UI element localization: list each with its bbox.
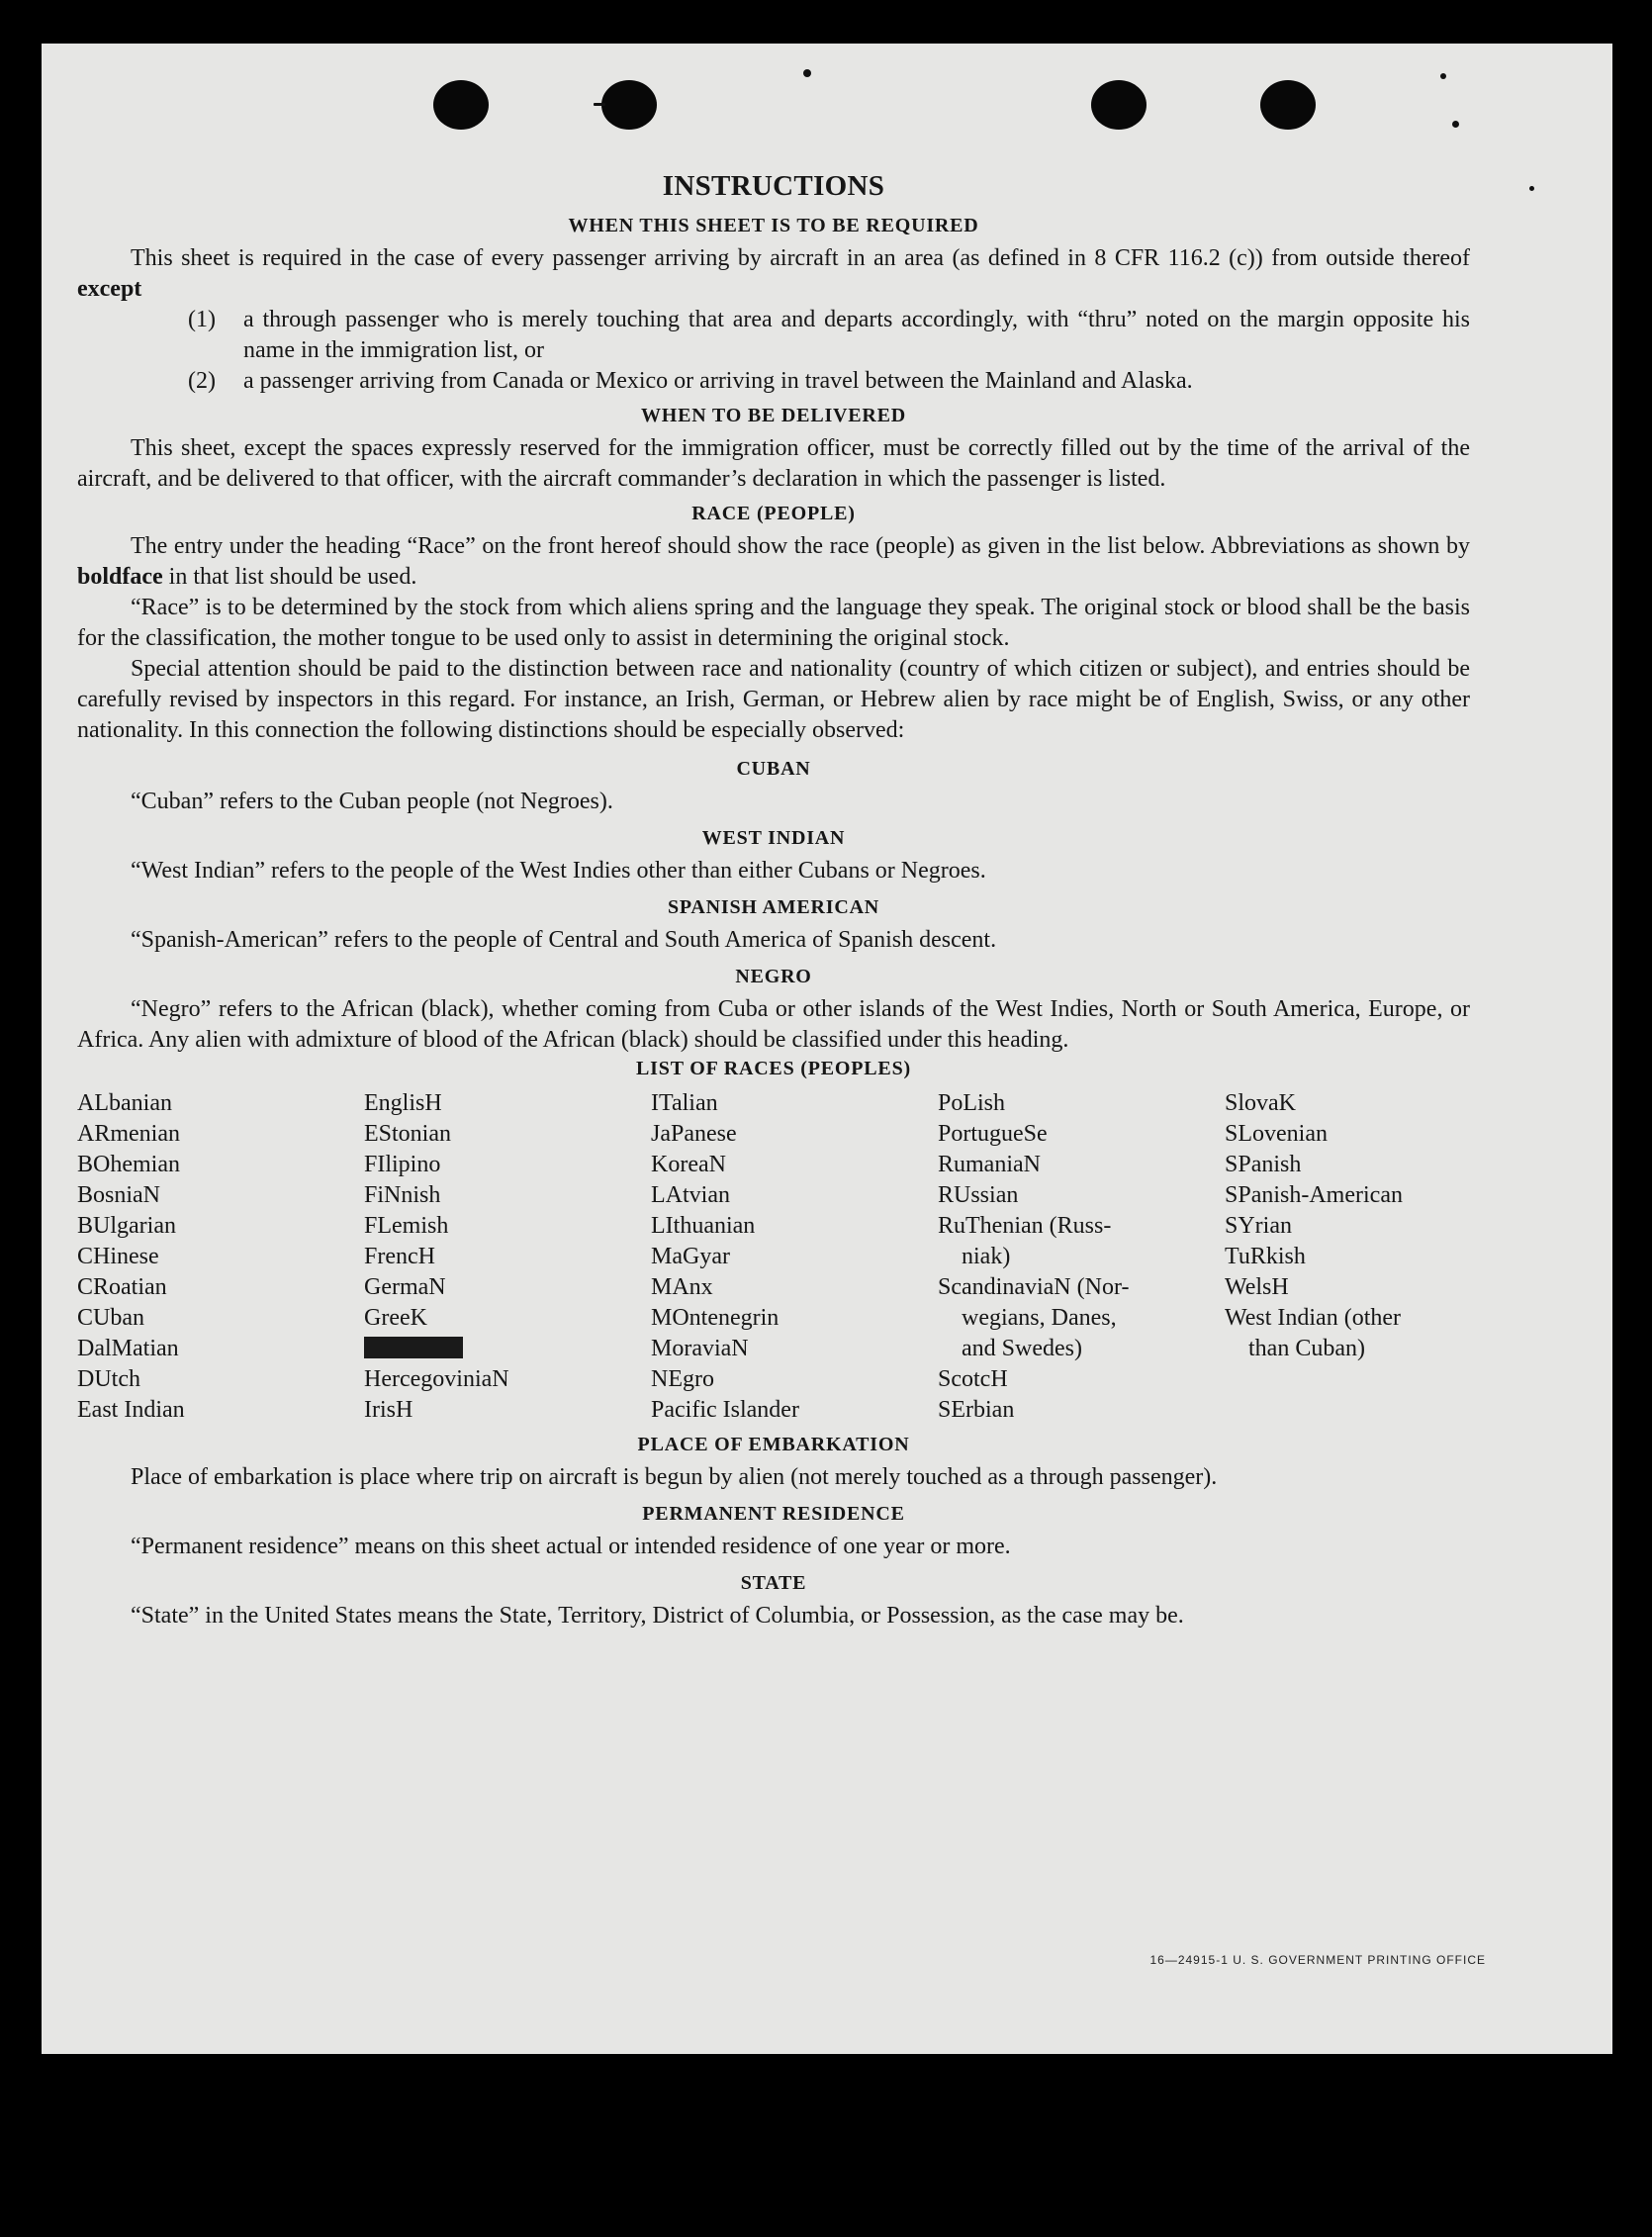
race-entry: PoLish — [938, 1090, 1006, 1116]
punch-hole — [601, 80, 657, 130]
residence-definition: “Permanent residence” means on this sheet actual or intended residence of one year or more. — [131, 1534, 1011, 1559]
race-entry: JaPanese — [651, 1121, 737, 1147]
race-entry: FIlipino — [364, 1152, 441, 1177]
race-entry: CUban — [77, 1305, 144, 1331]
races-list — [77, 1088, 1470, 1426]
race-entry: WelsH — [1225, 1274, 1289, 1300]
races-column — [651, 1088, 938, 1426]
race-entry: Pacific Islander — [651, 1397, 799, 1423]
race-entry: BUlgarian — [77, 1213, 176, 1239]
boldface-word: boldface — [77, 564, 163, 590]
race-paragraph-1 — [77, 531, 1470, 593]
section-heading-negro: NEGRO — [735, 966, 812, 987]
section-heading-delivered: WHEN TO BE DELIVERED — [640, 405, 907, 426]
race-paragraph-3: Special attention should be paid to the distinction between race and nationality (country of which citizen or subject), and entries should be carefully revised by inspectors in this regard. For instance, an Irish, German, or Hebrew alien by race might be of English, Swiss, or any other nationality. In this connection the following distinctions should be especially observed: — [77, 656, 1470, 743]
speck — [594, 103, 605, 106]
race-entry: SPanish-American — [1225, 1182, 1403, 1208]
races-column — [938, 1088, 1225, 1426]
race-entry-continuation: and Swedes) — [962, 1336, 1082, 1361]
embarkation-definition: Place of embarkation is place where trip on aircraft is begun by alien (not merely touched as a through passenger). — [131, 1464, 1218, 1490]
redaction-mark — [364, 1337, 463, 1358]
race-entry: EStonian — [364, 1121, 451, 1147]
race-entry: West Indian (other — [1225, 1305, 1402, 1331]
race-entry: LAtvian — [651, 1182, 730, 1208]
race-entry: HercegoviniaN — [364, 1366, 509, 1392]
race-entry: East Indian — [77, 1397, 185, 1423]
race-entry: DUtch — [77, 1366, 140, 1392]
list-item — [188, 366, 1470, 397]
section-heading-cuban: CUBAN — [736, 758, 811, 780]
race-entry: SLovenian — [1225, 1121, 1328, 1147]
cuban-definition: “Cuban” refers to the Cuban people (not Negroes). — [131, 789, 613, 814]
race-entry: RUssian — [938, 1182, 1019, 1208]
section-heading-spanish-american: SPANISH AMERICAN — [667, 896, 880, 918]
punch-hole — [1091, 80, 1147, 130]
race-entry: SlovaK — [1225, 1090, 1296, 1116]
section-heading-race: RACE (PEOPLE) — [691, 503, 856, 524]
race-entry: FLemish — [364, 1213, 449, 1239]
west-indian-definition: “West Indian” refers to the people of the West Indies other than either Cubans or Negroes. — [131, 858, 986, 884]
section-heading-embarkation: PLACE OF EMBARKATION — [637, 1434, 910, 1455]
race-entry: EnglisH — [364, 1090, 442, 1116]
section-heading-residence: PERMANENT RESIDENCE — [642, 1503, 905, 1525]
race-entry: FiNnish — [364, 1182, 441, 1208]
races-column — [1225, 1088, 1470, 1426]
race-paragraph-2: “Race” is to be determined by the stock from which aliens spring and the language they speak. The original stock or blood shall be the basis for the classification, the mother tongue to be used only to assist in determining the original stock. — [77, 595, 1470, 651]
race-entry: BosniaN — [77, 1182, 160, 1208]
item-text: a passenger arriving from Canada or Mexico or arriving in travel between the Mainland and Alaska. — [243, 368, 1193, 394]
list-of-races-heading: LIST OF RACES (PEOPLES) — [636, 1058, 911, 1079]
item-text: a through passenger who is merely touching that area and departs accordingly, with “thru” noted on the margin opposite his name in the immigration list, or — [243, 307, 1470, 363]
race-entry: BOhemian — [77, 1152, 180, 1177]
race-entry-redacted — [364, 1334, 651, 1364]
races-column — [364, 1088, 651, 1426]
item-number: (1) — [188, 307, 216, 332]
race-entry-continuation: than Cuban) — [1248, 1336, 1365, 1361]
race-entry: RumaniaN — [938, 1152, 1041, 1177]
race-entry: GreeK — [364, 1305, 427, 1331]
race-entry: FrencH — [364, 1244, 435, 1269]
delivered-paragraph: This sheet, except the spaces expressly reserved for the immigration officer, must be correctly filled out by the time of the arrival of the aircraft, and be delivered to that officer, with the aircraft commander’s declaration in which the passenger is listed. — [77, 435, 1470, 492]
punch-hole — [1260, 80, 1316, 130]
race-entry: SPanish — [1225, 1152, 1302, 1177]
race-entry: KoreaN — [651, 1152, 726, 1177]
speck — [1452, 121, 1459, 128]
race-entry: CHinese — [77, 1244, 159, 1269]
race-entry: ITalian — [651, 1090, 718, 1116]
required-paragraph — [77, 243, 1470, 305]
race-entry: ScotcH — [938, 1366, 1008, 1392]
race-entry: MaGyar — [651, 1244, 730, 1269]
race-entry: IrisH — [364, 1397, 413, 1423]
race-entry: LIthuanian — [651, 1213, 756, 1239]
race-entry: NEgro — [651, 1366, 714, 1392]
races-column — [77, 1088, 364, 1426]
race-entry: SYrian — [1225, 1213, 1292, 1239]
instructions-body — [77, 170, 1470, 1631]
except-word: except — [77, 276, 142, 302]
race-entry: ALbanian — [77, 1090, 172, 1116]
race-entry: ARmenian — [77, 1121, 180, 1147]
print-code: 16—24915-1 U. S. GOVERNMENT PRINTING OFFICE — [1149, 1953, 1486, 1967]
race-entry: TuRkish — [1225, 1244, 1306, 1269]
race-entry-continuation: niak) — [962, 1244, 1011, 1269]
section-heading-west-indian: WEST INDIAN — [701, 827, 846, 849]
punch-hole — [433, 80, 489, 130]
race-entry: SErbian — [938, 1397, 1015, 1423]
state-definition: “State” in the United States means the State, Territory, District of Columbia, or Possession, as the case may be. — [131, 1603, 1184, 1629]
speck — [803, 69, 811, 77]
race-entry: GermaN — [364, 1274, 446, 1300]
speck — [1440, 73, 1446, 79]
required-text: This sheet is required in the case of every passenger arriving by aircraft in an area (as defined in 8 CFR 116.2 (c)) from outside thereof — [131, 245, 1470, 271]
negro-definition: “Negro” refers to the African (black), whether coming from Cuba or other islands of the West Indies, North or South America, Europe, or Africa. Any alien with admixture of blood of the African (black) should be classified under this heading. — [77, 996, 1470, 1053]
race-entry-continuation: wegians, Danes, — [962, 1305, 1117, 1331]
race-entry: CRoatian — [77, 1274, 167, 1300]
list-item — [188, 305, 1470, 366]
page-title: INSTRUCTIONS — [662, 170, 885, 202]
race-entry: RuThenian (Russ- — [938, 1213, 1112, 1239]
race-entry: PortugueSe — [938, 1121, 1048, 1147]
item-number: (2) — [188, 368, 216, 394]
section-heading-required: WHEN THIS SHEET IS TO BE REQUIRED — [568, 215, 979, 236]
race-entry: MOntenegrin — [651, 1305, 780, 1331]
spanish-american-definition: “Spanish-American” refers to the people of Central and South America of Spanish descent. — [131, 927, 997, 953]
race-entry: MAnx — [651, 1274, 713, 1300]
race-entry: MoraviaN — [651, 1336, 749, 1361]
race-p1-after: in that list should be used. — [162, 564, 417, 590]
section-heading-state: STATE — [740, 1572, 807, 1594]
race-entry: ScandinaviaN (Nor- — [938, 1274, 1130, 1300]
speck — [1529, 186, 1534, 191]
race-entry: DalMatian — [77, 1336, 179, 1361]
race-p1-before: The entry under the heading “Race” on the front hereof should show the race (people) as given in the list below. Abbreviations as shown by — [131, 533, 1470, 559]
